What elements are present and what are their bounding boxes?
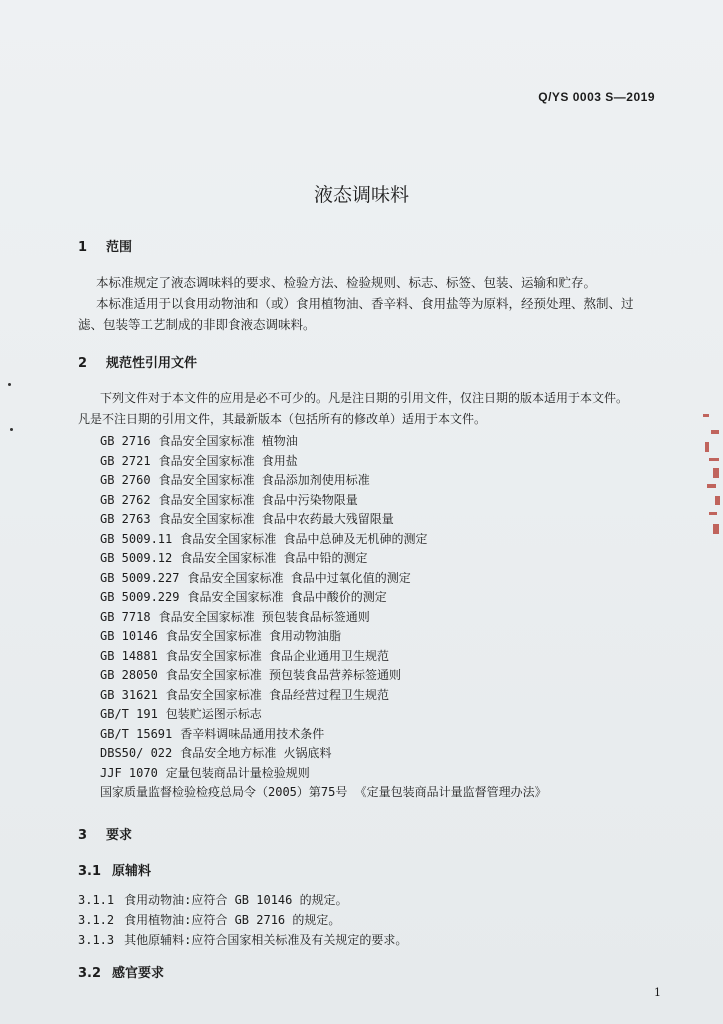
- reference-item: [100, 705, 262, 722]
- section-number: 1: [78, 240, 88, 255]
- reference-code: GB 2762: [100, 492, 151, 507]
- reference-code: GB 10146: [100, 629, 158, 643]
- subsection-number: 3.1: [78, 864, 102, 879]
- section-title: 规范性引用文件: [106, 356, 198, 371]
- reference-item: [100, 627, 341, 644]
- scope-paragraph-2-line-1: 本标准适用于以食用动物油和（或）食用植物油、香辛料、食用盐等为原料，经预处理、熬制、过: [96, 296, 634, 311]
- reference-code: DBS50/ 022: [100, 746, 173, 760]
- reference-item: [100, 608, 370, 625]
- reference-code: GB 5009.227: [100, 570, 180, 585]
- subsection-title: 感官要求: [112, 966, 165, 981]
- reference-item: [100, 530, 427, 547]
- reference-title: 食品安全国家标准 预包装食品标签通则: [158, 609, 370, 624]
- clause-item: [78, 891, 348, 908]
- reference-code: GB 2763: [100, 512, 151, 526]
- reference-code: GB 31621: [100, 687, 158, 702]
- reference-code: GB/T 191: [100, 707, 158, 721]
- section-title: 范围: [106, 240, 133, 255]
- scope-paragraph-2-line-2: 滤、包装等工艺制成的非即食液态调味料。: [78, 317, 316, 332]
- reference-title: 食品安全国家标准 预包装食品营养标签通则: [165, 668, 402, 682]
- reference-title: 食品安全国家标准 食品中农药最大残留限量: [158, 512, 394, 526]
- reference-title: 定量包装商品计量检验规则: [165, 765, 310, 780]
- reference-item: [100, 647, 389, 664]
- scan-speck: [8, 383, 11, 386]
- reference-title: 食品安全国家标准 食品中总砷及无机砷的测定: [180, 531, 428, 546]
- section-title: 要求: [106, 828, 133, 843]
- refs-intro-line-2: 凡是不注日期的引用文件，其最新版本（包括所有的修改单）适用于本文件。: [78, 412, 487, 426]
- refs-intro-line-1: 下列文件对于本文件的应用是必不可少的。凡是注日期的引用文件，仅注日期的版本适用于本文件。: [100, 391, 629, 405]
- reference-item: [100, 510, 394, 527]
- document-title: 液态调味料: [313, 184, 409, 206]
- clause-number: 3.1.3: [78, 933, 115, 947]
- clause-item: [78, 911, 340, 928]
- reference-title: 香辛料调味品通用技术条件: [180, 726, 325, 741]
- section-heading-scope: [78, 236, 132, 255]
- reference-code: GB 14881: [100, 648, 158, 663]
- reference-title: 食品安全国家标准 食用盐: [158, 453, 298, 468]
- reference-title: 食品安全国家标准 食用动物油脂: [165, 629, 342, 643]
- reference-item: [100, 569, 411, 586]
- reference-code: GB/T 15691: [100, 726, 173, 741]
- scan-speck: [10, 428, 13, 431]
- reference-code: GB 5009.229: [100, 590, 180, 604]
- section-heading-refs: [78, 352, 197, 371]
- reference-item: [100, 764, 310, 781]
- reference-item: [100, 725, 324, 742]
- clause-text: 其他原辅料:应符合国家相关标准及有关规定的要求。: [124, 933, 408, 947]
- reference-code: GB 28050: [100, 668, 158, 682]
- clause-number: 3.1.1: [78, 893, 115, 907]
- scope-paragraph-1: 本标准规定了液态调味料的要求、检验方法、检验规则、标志、标签、包装、运输和贮存。: [96, 275, 597, 290]
- subsection-title: 原辅料: [112, 864, 152, 879]
- reference-title: 食品安全国家标准 食品企业通用卫生规范: [165, 648, 390, 663]
- reference-title: 食品安全国家标准 食品中铅的测定: [180, 551, 368, 565]
- reference-item: [100, 588, 387, 605]
- reference-title: 食品安全国家标准 食品中污染物限量: [158, 492, 358, 507]
- reference-code: GB 2721: [100, 453, 151, 468]
- reference-item: [100, 744, 331, 761]
- reference-item: [100, 686, 389, 703]
- subsection-heading-sensory: [78, 962, 164, 981]
- reference-title: 食品安全国家标准 植物油: [158, 434, 298, 448]
- reference-item: [100, 452, 298, 469]
- reference-title: 包装贮运图示标志: [165, 707, 262, 721]
- seal-stamp-fragment: [695, 412, 723, 542]
- reference-title: 食品安全国家标准 食品中酸价的测定: [187, 590, 387, 604]
- reference-code: GB 5009.11: [100, 531, 173, 546]
- section-number: 2: [78, 356, 88, 371]
- document-number: Q/YS 0003 S—2019: [538, 90, 655, 104]
- page-number: 1: [654, 986, 661, 999]
- reference-title: 食品安全国家标准 食品中过氧化值的测定: [187, 570, 411, 585]
- clause-item: [78, 931, 407, 948]
- subsection-heading-raw-materials: [78, 860, 151, 879]
- reference-code: GB 2760: [100, 473, 151, 487]
- reference-title: 食品安全地方标准 火锅底料: [180, 746, 332, 760]
- reference-code: GB 7718: [100, 609, 151, 624]
- reference-item: [100, 491, 358, 508]
- reference-item: [100, 549, 367, 566]
- reference-item: [100, 471, 370, 488]
- reference-item: [100, 783, 547, 800]
- reference-code: JJF 1070: [100, 765, 158, 780]
- clause-text: 食用植物油:应符合 GB 2716 的规定。: [124, 913, 341, 927]
- clause-number: 3.1.2: [78, 913, 115, 927]
- reference-item: [100, 432, 298, 449]
- reference-title: 食品安全国家标准 食品添加剂使用标准: [158, 473, 370, 487]
- section-number: 3: [78, 828, 88, 843]
- section-heading-requirements: [78, 824, 132, 843]
- reference-item: [100, 666, 401, 683]
- subsection-number: 3.2: [78, 966, 102, 981]
- reference-code: GB 5009.12: [100, 551, 173, 565]
- reference-code: GB 2716: [100, 434, 151, 448]
- reference-title: 食品安全国家标准 食品经营过程卫生规范: [165, 687, 390, 702]
- reference-title: 国家质量监督检验检疫总局令（2005）第75号 《定量包装商品计量监督管理办法》: [100, 785, 547, 799]
- clause-text: 食用动物油:应符合 GB 10146 的规定。: [124, 893, 348, 907]
